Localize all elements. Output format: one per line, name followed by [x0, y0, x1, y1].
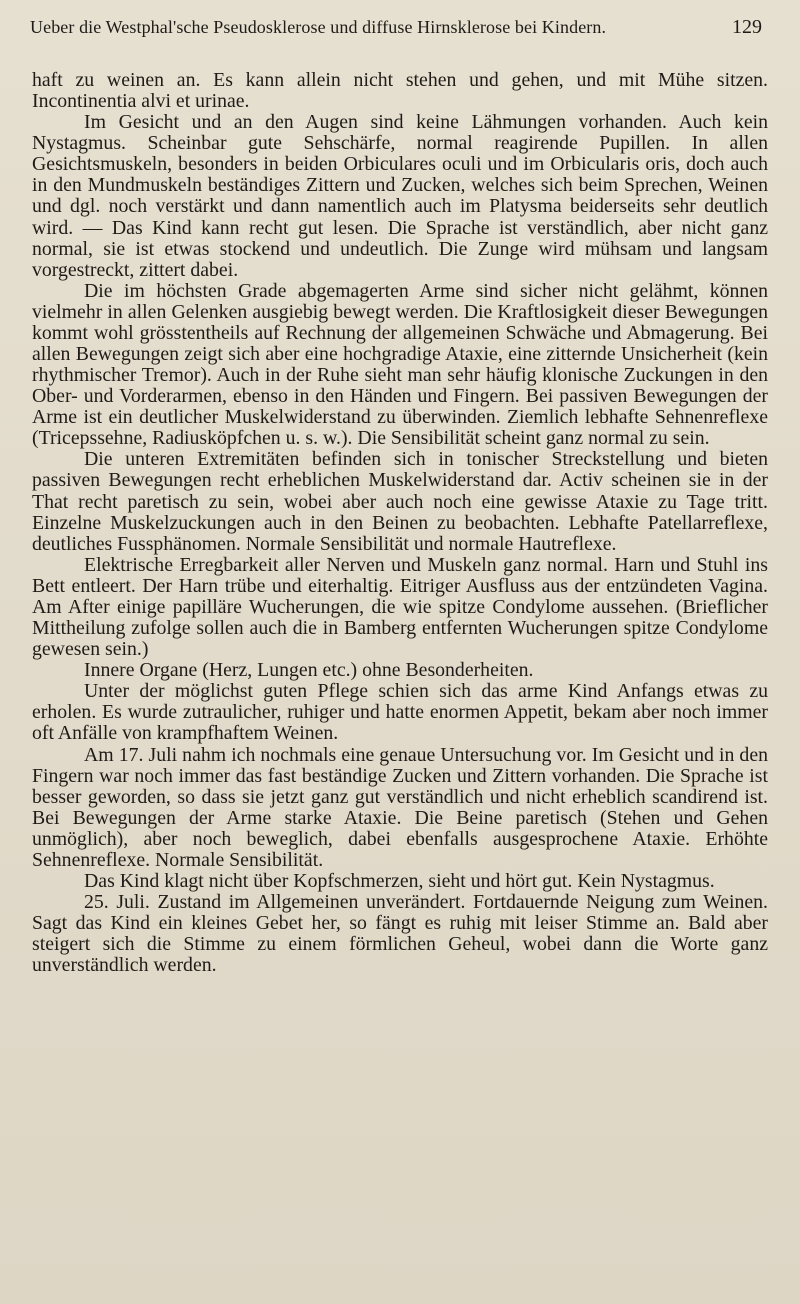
paragraph: Unter der möglichst guten Pflege schien sich das arme Kind Anfangs etwas zu erholen. Es wurde zutraulicher, ruhiger und hatte enormen Appetit, bekam aber noch immer oft Anfälle von krampfhaftem Weinen.	[32, 680, 768, 745]
body-text	[32, 70, 768, 976]
paragraph: Im Gesicht und an den Augen sind keine Lähmungen vorhanden. Auch kein Nystagmus. Scheinbar gute Sehschärfe, normal reagirende Pupillen. In allen Gesichtsmuskeln, besonders in beiden Orbiculares oculi und im Orbicularis oris, doch auch in den Mundmuskeln beständiges Zittern und Zucken, welches sich beim Sprechen, Weinen und dgl. noch verstärkt und dann namentlich auch im Platysma beiderseits sehr deutlich wird. — Das Kind kann recht gut lesen. Die Sprache ist verständlich, aber nicht ganz normal, sie ist etwas stockend und undeutlich. Die Zunge wird mühsam und langsam vorgestreckt, zittert dabei.	[32, 111, 768, 281]
page-header	[30, 16, 762, 46]
page-number: 129	[732, 16, 762, 38]
paragraph: Die im höchsten Grade abgemagerten Arme sind sicher nicht gelähmt, können vielmehr in allen Gelenken ausgiebig bewegt werden. Die Kraftlosigkeit dieser Bewegungen kommt wohl grösstentheils auf Rechnung der allgemeinen Schwäche und Abmagerung. Bei allen Bewegungen zeigt sich aber eine hochgradige Ataxie, eine zitternde Unsicherheit (kein rhythmischer Tremor). Auch in der Ruhe sieht man sehr häufig klonische Zuckungen in den Ober- und Vorderarmen, ebenso in den Händen und Fingern. Bei passiven Bewegungen der Arme ist ein deutlicher Muskelwiderstand zu überwinden. Ziemlich lebhafte Sehnenreflexe (Tricepssehne, Radiusköpfchen u. s. w.). Die Sensibilität scheint ganz normal zu sein.	[32, 279, 768, 450]
running-title: Ueber die Westphal'sche Pseudosklerose und diffuse Hirnsklerose bei Kindern.	[30, 17, 607, 37]
paragraph: Das Kind klagt nicht über Kopfschmerzen, sieht und hört gut. Kein Nystagmus.	[84, 869, 715, 892]
paragraph: Innere Organe (Herz, Lungen etc.) ohne Besonderheiten.	[84, 659, 534, 682]
paragraph: 25. Juli. Zustand im Allgemeinen unverändert. Fortdauernde Neigung zum Weinen. Sagt das Kind ein kleines Gebet her, so fängt es ruhig mit leiser Stimme an. Bald aber steigert sich die Stimme zu einem förmlichen Geheul, wobei dann die Worte ganz unverständlich werden.	[32, 891, 768, 977]
paragraph: Die unteren Extremitäten befinden sich in tonischer Streckstellung und bieten passiven Bewegungen recht erheblichen Muskelwiderstand dar. Activ scheinen sie in der That recht paretisch zu sein, wobei aber auch noch eine gewisse Ataxie zu Tage tritt. Einzelne Muskelzuckungen auch in den Beinen zu beobachten. Lebhafte Patellarreflexe, deutliches Fussphänomen. Normale Sensibilität und normale Hautreflexe.	[32, 448, 768, 555]
paragraph: haft zu weinen an. Es kann allein nicht stehen und gehen, und mit Mühe sitzen. Incontinentia alvi et urinae.	[32, 69, 768, 113]
paragraph: Am 17. Juli nahm ich nochmals eine genaue Untersuchung vor. Im Gesicht und in den Fingern war noch immer das fast beständige Zucken und Zittern vorhanden. Die Sprache ist besser geworden, so dass sie jetzt ganz gut verständlich und nicht erheblich scandirend ist. Bei Bewegungen der Arme starke Ataxie. Die Beine paretisch (Stehen und Gehen unmöglich), aber noch beweglich, dabei ebenfalls ausgesprochene Ataxie. Erhöhte Sehnenreflexe. Normale Sensibilität.	[32, 743, 768, 871]
paragraph: Elektrische Erregbarkeit aller Nerven und Muskeln ganz normal. Harn und Stuhl ins Bett entleert. Der Harn trübe und eiterhaltig. Eitriger Ausfluss aus der entzündeten Vagina. Am After einige papilläre Wucherungen, die wie spitze Condylome aussehen. (Brieflicher Mittheilung zufolge sollen auch die in Bamberg entfernten Wucherungen spitze Condylome gewesen sein.)	[32, 553, 768, 661]
